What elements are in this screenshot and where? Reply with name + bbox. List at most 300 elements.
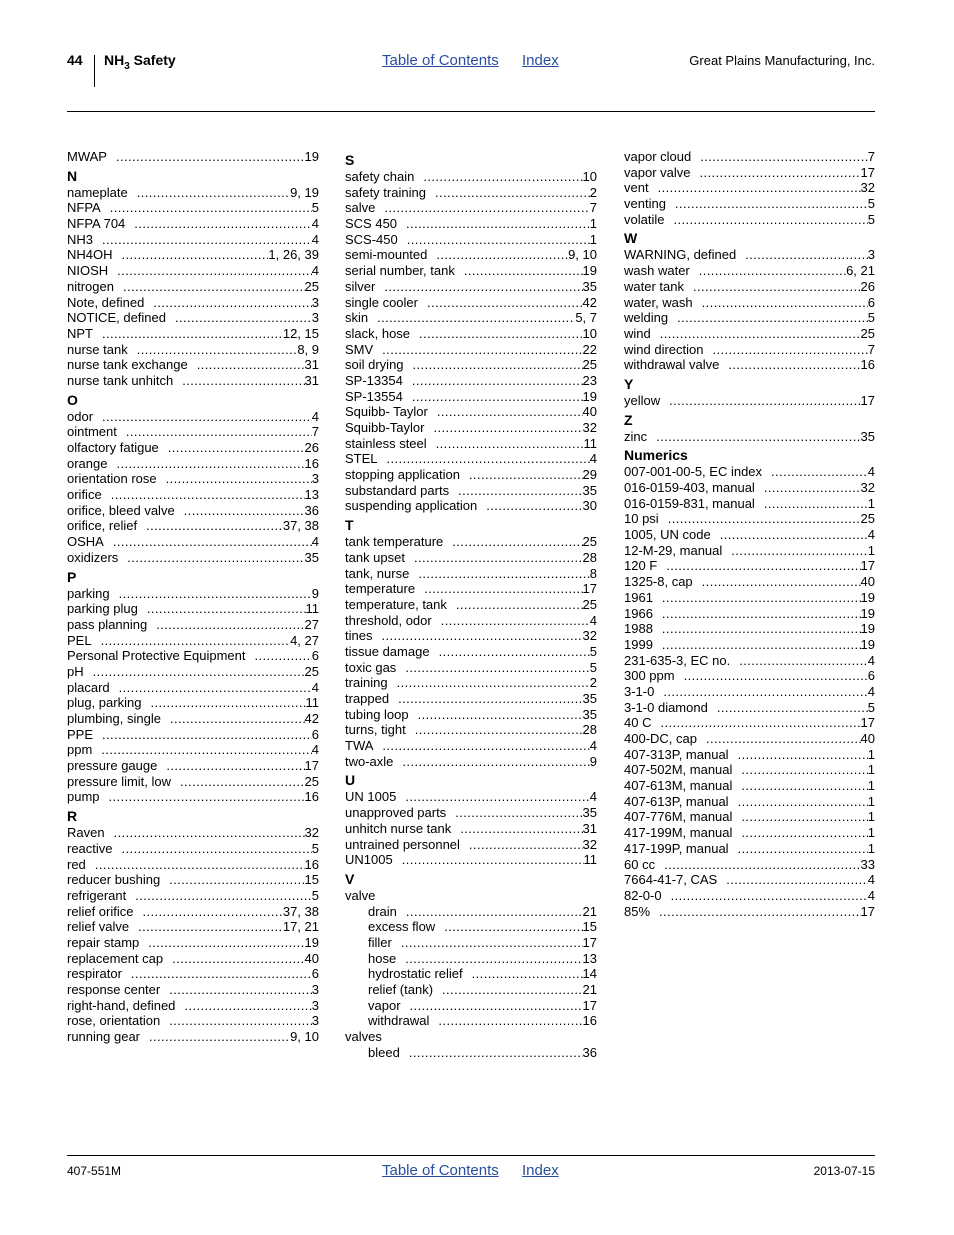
page-reference[interactable]: 7 xyxy=(867,341,875,357)
index-term: tines xyxy=(345,628,373,644)
page-reference[interactable]: 9 xyxy=(589,753,597,769)
page-reference[interactable]: 25 xyxy=(304,278,319,294)
index-entry xyxy=(624,825,875,841)
index-term: training xyxy=(345,675,388,691)
dot-leader xyxy=(444,919,582,935)
page-reference[interactable]: 1 xyxy=(867,746,875,762)
index-entry xyxy=(345,467,597,483)
index-term: safety training xyxy=(345,184,426,200)
page-reference[interactable]: 42 xyxy=(304,711,319,726)
index-entry xyxy=(67,232,319,248)
index-term: SMV xyxy=(345,341,374,357)
page-reference[interactable]: 1 xyxy=(867,825,875,841)
page-reference[interactable]: 35 xyxy=(582,482,597,498)
page-reference[interactable]: 9 xyxy=(311,585,319,601)
page-reference[interactable]: 1 xyxy=(867,840,875,856)
index-entry xyxy=(624,778,875,794)
index-term: 016-0159-831, manual xyxy=(624,495,755,511)
index-term: olfactory fatigue xyxy=(67,440,159,455)
page-reference[interactable]: 10 xyxy=(582,325,597,341)
index-entry xyxy=(67,742,319,758)
index-term: SP-13354 xyxy=(345,372,403,388)
page-reference[interactable]: 17 xyxy=(582,581,597,597)
page-reference[interactable]: 6 xyxy=(311,966,319,982)
page-reference[interactable]: 25 xyxy=(304,663,319,679)
page-reference[interactable]: 28 xyxy=(582,549,597,565)
index-term: relief (tank) xyxy=(368,982,434,997)
page-reference[interactable]: 5, 7 xyxy=(575,310,597,326)
page-reference[interactable]: 5 xyxy=(867,211,875,227)
index-term: PPE xyxy=(67,726,94,742)
index-term: 40 C xyxy=(624,715,652,731)
page-reference[interactable]: 16 xyxy=(304,789,319,805)
index-subentry xyxy=(345,904,597,920)
page-reference[interactable]: 33 xyxy=(860,856,875,872)
index-entry xyxy=(67,471,319,487)
page-reference[interactable]: 4 xyxy=(311,534,319,550)
page-reference[interactable]: 25 xyxy=(860,511,875,527)
dot-leader xyxy=(418,566,589,582)
index-term: relief orifice xyxy=(67,903,134,919)
dot-leader xyxy=(741,809,867,825)
dot-leader xyxy=(102,409,312,425)
index-entry xyxy=(624,263,875,279)
page-reference[interactable]: 6 xyxy=(311,726,319,742)
page-reference[interactable]: 19 xyxy=(304,934,319,950)
index-term: 417-199M, manual xyxy=(624,825,733,841)
dot-leader xyxy=(382,738,589,754)
page-reference[interactable]: 3 xyxy=(311,997,319,1013)
index-link[interactable]: Index xyxy=(522,52,559,69)
index-term: replacement cap xyxy=(67,950,164,966)
index-entry xyxy=(67,695,319,711)
index-letter-heading: Numerics xyxy=(624,447,688,464)
index-entry xyxy=(345,342,597,358)
dot-leader xyxy=(741,762,867,778)
index-term: parking xyxy=(67,585,110,601)
page-reference[interactable]: 12, 15 xyxy=(282,325,319,341)
page-reference[interactable]: 26 xyxy=(860,278,875,294)
dot-leader xyxy=(169,982,312,998)
page-reference[interactable]: 5 xyxy=(311,200,319,216)
page-reference[interactable]: 36 xyxy=(582,1044,597,1060)
index-term: unhitch nurse tank xyxy=(345,820,452,836)
page-reference[interactable]: 3 xyxy=(311,471,319,487)
page-reference[interactable]: 32 xyxy=(582,836,597,852)
page-reference[interactable]: 40 xyxy=(304,950,319,966)
index-entry xyxy=(624,794,875,810)
page-reference[interactable]: 5 xyxy=(867,196,875,212)
page-reference[interactable]: 19 xyxy=(860,605,875,621)
page-reference[interactable]: 16 xyxy=(304,856,319,872)
dot-leader xyxy=(109,789,305,805)
page-reference[interactable]: 1 xyxy=(867,542,875,558)
dot-leader xyxy=(406,216,590,232)
index-entry xyxy=(624,393,875,409)
page-reference[interactable]: 14 xyxy=(582,966,597,982)
page-reference[interactable]: 19 xyxy=(860,636,875,652)
page-number: 44 xyxy=(67,52,83,68)
index-term: hose xyxy=(368,950,397,966)
dot-leader xyxy=(134,216,311,232)
index-term: wash water xyxy=(624,263,690,279)
page-reference[interactable]: 1 xyxy=(589,231,597,247)
page-reference[interactable]: 11 xyxy=(583,435,597,451)
page-reference[interactable]: 8, 9 xyxy=(297,341,319,357)
index-entry xyxy=(67,424,319,440)
dot-leader xyxy=(424,581,582,597)
page-reference[interactable]: 7 xyxy=(589,200,597,216)
index-entry xyxy=(345,805,597,821)
page-reference[interactable]: 17 xyxy=(860,715,875,731)
index-entry xyxy=(624,357,875,373)
page-reference[interactable]: 32 xyxy=(860,180,875,196)
index-entry xyxy=(624,668,875,684)
page-reference[interactable]: 2 xyxy=(589,184,597,200)
dot-leader xyxy=(110,200,312,216)
index-entry xyxy=(624,429,875,445)
page-reference[interactable]: 1 xyxy=(867,762,875,778)
dot-leader xyxy=(419,326,582,342)
page-reference[interactable]: 17 xyxy=(582,997,597,1013)
index-entry xyxy=(67,789,319,805)
dot-leader xyxy=(434,420,583,436)
page-reference[interactable]: 25 xyxy=(582,534,597,550)
index-entry xyxy=(67,357,319,373)
index-term: 407-776M, manual xyxy=(624,809,733,825)
page-reference[interactable]: 26 xyxy=(304,440,319,455)
page-reference[interactable]: 42 xyxy=(582,294,597,310)
index-term: 016-0159-403, manual xyxy=(624,480,755,495)
page-reference[interactable]: 21 xyxy=(582,982,597,997)
dot-leader xyxy=(436,247,568,263)
page-reference[interactable]: 4 xyxy=(311,742,319,758)
page-reference[interactable]: 16 xyxy=(304,455,319,471)
page-reference[interactable]: 23 xyxy=(582,372,597,388)
toc-link[interactable]: Table of Contents xyxy=(382,52,499,69)
index-term: safety chain xyxy=(345,169,415,184)
index-term: 407-613P, manual xyxy=(624,793,729,809)
page-reference[interactable]: 4 xyxy=(867,683,875,699)
publication-date: 2013-07-15 xyxy=(813,1164,875,1178)
dot-leader xyxy=(659,904,861,920)
index-entry xyxy=(624,295,875,311)
dot-leader xyxy=(166,758,304,774)
page-reference[interactable]: 35 xyxy=(582,805,597,821)
page-reference[interactable]: 40 xyxy=(860,731,875,746)
page-reference[interactable]: 19 xyxy=(860,621,875,637)
page-reference[interactable]: 4 xyxy=(867,652,875,668)
page-reference[interactable]: 5 xyxy=(867,699,875,715)
page-reference[interactable]: 4 xyxy=(867,527,875,543)
page-reference[interactable]: 17 xyxy=(304,758,319,774)
dot-leader xyxy=(702,295,868,311)
index-term: red xyxy=(67,856,86,872)
page-reference[interactable]: 19 xyxy=(860,589,875,605)
index-entry xyxy=(345,404,597,420)
index-entry xyxy=(624,558,875,574)
dot-leader xyxy=(656,429,860,445)
index-term: vent xyxy=(624,180,649,196)
index-entry xyxy=(624,574,875,590)
index-term: 3-1-0 xyxy=(624,683,655,699)
dot-leader xyxy=(684,668,868,684)
dot-leader xyxy=(731,543,867,559)
page-reference[interactable]: 4 xyxy=(589,612,597,628)
page-reference[interactable]: 9, 19 xyxy=(290,184,319,200)
page-reference[interactable]: 4 xyxy=(867,872,875,888)
index-entry xyxy=(345,310,597,326)
dot-leader xyxy=(663,684,867,700)
index-term: rose, orientation xyxy=(67,1013,161,1029)
dot-leader xyxy=(119,586,312,602)
page-reference[interactable]: 5 xyxy=(311,840,319,856)
index-entry xyxy=(67,727,319,743)
index-term: pump xyxy=(67,789,100,805)
page-reference[interactable]: 35 xyxy=(860,428,875,444)
dot-leader xyxy=(254,648,311,664)
page-reference[interactable]: 30 xyxy=(582,498,597,514)
index-term: hydrostatic relief xyxy=(368,966,463,982)
index-term: pass planning xyxy=(67,616,148,632)
index-entry xyxy=(624,857,875,873)
page-reference[interactable]: 19 xyxy=(304,149,319,164)
page-reference[interactable]: 22 xyxy=(582,341,597,357)
index-entry xyxy=(624,809,875,825)
index-term: Personal Protective Equipment xyxy=(67,648,246,664)
page-reference[interactable]: 21 xyxy=(582,903,597,919)
page-reference[interactable]: 17 xyxy=(860,164,875,180)
index-term: threshold, odor xyxy=(345,612,432,628)
page-reference[interactable]: 4 xyxy=(867,887,875,903)
page-reference[interactable]: 11 xyxy=(583,852,597,868)
page-reference[interactable]: 16 xyxy=(582,1013,597,1029)
page-reference[interactable]: 5 xyxy=(867,310,875,326)
page-reference[interactable]: 40 xyxy=(860,574,875,590)
page-reference[interactable]: 3 xyxy=(311,294,319,310)
page-reference[interactable]: 19 xyxy=(582,388,597,404)
page-reference[interactable]: 17 xyxy=(860,392,875,408)
dot-leader xyxy=(123,279,305,295)
page-reference[interactable]: 6, 21 xyxy=(846,263,875,279)
dot-leader xyxy=(122,841,312,857)
page-reference[interactable]: 11 xyxy=(305,601,319,617)
page-reference[interactable]: 3 xyxy=(311,310,319,326)
page-reference[interactable]: 10 xyxy=(582,169,597,184)
dot-leader xyxy=(662,637,861,653)
dot-leader xyxy=(119,680,312,696)
dot-leader xyxy=(666,558,860,574)
page-reference[interactable]: 16 xyxy=(860,357,875,373)
page-reference[interactable]: 17 xyxy=(860,903,875,919)
page-reference[interactable]: 25 xyxy=(582,596,597,612)
index-term: odor xyxy=(67,408,94,424)
index-entry xyxy=(624,326,875,342)
dot-leader xyxy=(660,715,860,731)
page-reference[interactable]: 32 xyxy=(582,628,597,644)
index-entry xyxy=(67,711,319,727)
index-entry xyxy=(624,496,875,512)
page-reference[interactable]: 13 xyxy=(304,487,319,503)
index-entry xyxy=(345,451,597,467)
dot-leader xyxy=(116,456,304,472)
section-title-prefix: NH xyxy=(104,52,125,68)
index-term: 3-1-0 diamond xyxy=(624,699,708,715)
page-reference[interactable]: 11 xyxy=(305,695,319,711)
page-reference[interactable]: 31 xyxy=(582,820,597,836)
page-reference[interactable]: 3 xyxy=(867,247,875,263)
index-term: nurse tank unhitch xyxy=(67,372,174,388)
page-reference[interactable]: 4 xyxy=(311,216,319,232)
index-entry xyxy=(345,613,597,629)
index-term: tank upset xyxy=(345,549,405,565)
index-entry xyxy=(624,904,875,920)
page-reference[interactable]: 19 xyxy=(582,263,597,279)
page-reference[interactable]: 15 xyxy=(304,872,319,888)
index-entry xyxy=(67,857,319,873)
index-term: NIOSH xyxy=(67,263,109,279)
page-reference[interactable]: 8 xyxy=(589,565,597,581)
document-number: 407-551M xyxy=(67,1164,122,1178)
page-reference[interactable]: 17 xyxy=(582,934,597,950)
page-reference[interactable]: 36 xyxy=(304,502,319,518)
page-reference[interactable]: 17 xyxy=(860,558,875,574)
page-reference[interactable]: 2 xyxy=(589,675,597,691)
index-term: 1961 xyxy=(624,589,653,605)
index-entry xyxy=(67,326,319,342)
page-reference[interactable]: 31 xyxy=(304,357,319,373)
dot-leader xyxy=(726,872,868,888)
index-entry xyxy=(67,279,319,295)
page-reference[interactable]: 27 xyxy=(304,616,319,632)
page-reference[interactable]: 17, 21 xyxy=(282,919,319,935)
dot-leader xyxy=(706,731,861,747)
index-term: 60 cc xyxy=(624,856,656,872)
index-column-2 xyxy=(345,149,597,1060)
dot-leader xyxy=(472,966,583,982)
index-term: 407-313P, manual xyxy=(624,746,729,762)
index-term: UN 1005 xyxy=(345,789,397,805)
page-reference[interactable]: 32 xyxy=(304,825,319,841)
index-entry xyxy=(67,373,319,389)
page-reference[interactable]: 3 xyxy=(311,982,319,997)
index-entry xyxy=(345,216,597,232)
page-reference[interactable]: 4 xyxy=(311,408,319,424)
dot-leader xyxy=(739,653,868,669)
footer-index-link[interactable]: Index xyxy=(522,1162,559,1179)
page-reference[interactable]: 1 xyxy=(867,793,875,809)
page-reference[interactable]: 25 xyxy=(860,325,875,341)
page-reference[interactable]: 6 xyxy=(867,668,875,684)
page-reference[interactable]: 35 xyxy=(582,691,597,706)
page-reference[interactable]: 9, 10 xyxy=(568,247,597,263)
page-reference[interactable]: 31 xyxy=(304,372,319,388)
index-subentry xyxy=(345,951,597,967)
page-reference[interactable]: 4 xyxy=(589,738,597,754)
page-reference[interactable]: 35 xyxy=(582,278,597,294)
page-reference[interactable]: 1 xyxy=(867,778,875,794)
index-entry xyxy=(345,373,597,389)
index-entry xyxy=(67,440,319,456)
page-reference[interactable]: 32 xyxy=(860,480,875,495)
index-term: two-axle xyxy=(345,753,394,769)
page-reference[interactable]: 29 xyxy=(582,467,597,483)
page-reference[interactable]: 1, 26, 39 xyxy=(268,247,319,263)
page-reference[interactable]: 3 xyxy=(311,1013,319,1029)
page-reference[interactable]: 4 xyxy=(867,464,875,480)
index-entry xyxy=(67,951,319,967)
index-term: tank, nurse xyxy=(345,565,410,581)
page-reference[interactable]: 5 xyxy=(311,887,319,903)
dot-leader xyxy=(147,601,306,617)
index-entry xyxy=(67,872,319,888)
dot-leader xyxy=(405,951,582,967)
index-entry xyxy=(345,566,597,582)
index-term: slack, hose xyxy=(345,325,411,341)
page-reference[interactable]: 7 xyxy=(867,149,875,164)
page-reference[interactable]: 32 xyxy=(582,420,597,435)
page-reference[interactable]: 6 xyxy=(867,294,875,310)
index-term: toxic gas xyxy=(345,659,397,675)
page-reference[interactable]: 13 xyxy=(582,950,597,966)
page-reference[interactable]: 6 xyxy=(311,648,319,664)
page-reference[interactable]: 7 xyxy=(311,424,319,440)
dot-leader xyxy=(460,821,582,837)
page-reference[interactable]: 4, 27 xyxy=(290,632,319,648)
page-reference[interactable]: 25 xyxy=(582,357,597,373)
page-reference[interactable]: 9, 10 xyxy=(290,1029,319,1045)
index-entry xyxy=(67,456,319,472)
index-entry xyxy=(624,196,875,212)
page-reference[interactable]: 37, 38 xyxy=(282,903,319,919)
index-term: 10 psi xyxy=(624,511,659,527)
page-reference[interactable]: 4 xyxy=(311,263,319,279)
index-term: nameplate xyxy=(67,184,128,200)
page-reference[interactable]: 4 xyxy=(589,789,597,805)
index-entry xyxy=(67,617,319,633)
index-entry xyxy=(67,586,319,602)
page-reference[interactable]: 15 xyxy=(582,919,597,935)
dot-leader xyxy=(169,872,304,888)
index-entry xyxy=(345,326,597,342)
index-term: NPT xyxy=(67,325,93,341)
page-reference[interactable]: 1 xyxy=(867,495,875,511)
page-reference[interactable]: 4 xyxy=(311,679,319,695)
index-term: suspending application xyxy=(345,498,478,514)
page-reference[interactable]: 4 xyxy=(589,451,597,467)
page-reference[interactable]: 28 xyxy=(582,722,597,738)
dot-leader xyxy=(415,722,583,738)
dot-leader xyxy=(662,621,861,637)
index-term: temperature, tank xyxy=(345,596,447,612)
page-reference[interactable]: 4 xyxy=(311,231,319,247)
dot-leader xyxy=(418,707,583,723)
page-reference[interactable]: 1 xyxy=(589,216,597,232)
index-entry xyxy=(345,389,597,405)
index-entry xyxy=(345,295,597,311)
page-reference[interactable]: 40 xyxy=(582,404,597,420)
footer-toc-link[interactable]: Table of Contents xyxy=(382,1162,499,1179)
page-reference[interactable]: 35 xyxy=(582,706,597,722)
page-reference[interactable]: 35 xyxy=(304,549,319,565)
page-reference[interactable]: 5 xyxy=(589,643,597,659)
page-reference[interactable]: 25 xyxy=(304,773,319,789)
page-reference[interactable]: 5 xyxy=(589,659,597,675)
page-reference[interactable]: 1 xyxy=(867,809,875,825)
dot-leader xyxy=(464,263,583,279)
page-reference[interactable]: 37, 38 xyxy=(282,518,319,534)
dot-leader xyxy=(166,471,312,487)
